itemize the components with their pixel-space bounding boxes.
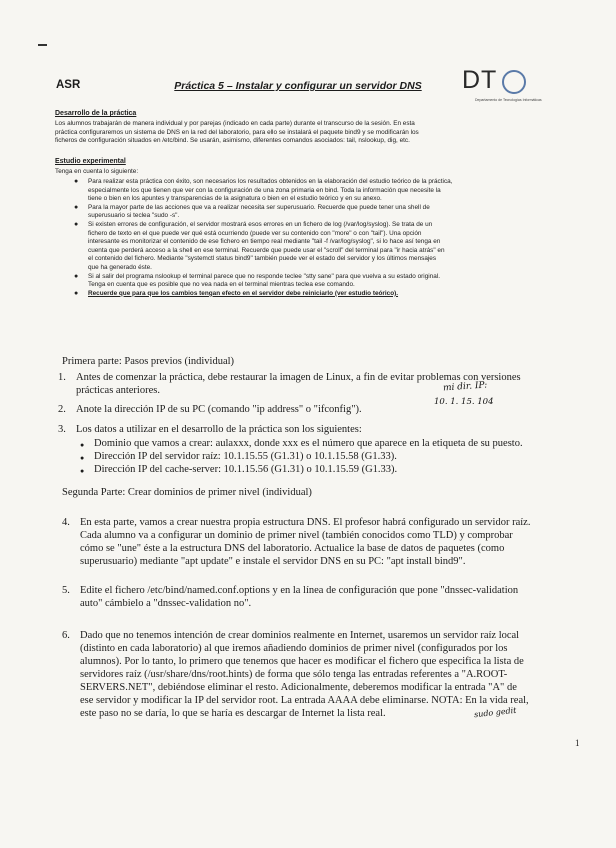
item-line: este paso no se daría, lo que se haría es descargar de Internet la lista real. [80, 708, 386, 719]
bullet-icon: ● [74, 289, 79, 297]
parte1-item-3 [58, 423, 578, 436]
desarrollo-line: práctica configuraremos un sistema de DNS en la red del laboratorio, para ello se instalará el paquete bind9 y se modificarán los [55, 128, 419, 136]
course-label: ASR [56, 79, 81, 91]
bullet-line: Si al salir del programa nslookup el terminal parece que no responde teclee "stty sane" para que vuelva a su estado original. [88, 272, 440, 280]
parte2-item-5 [62, 584, 578, 610]
item-number: 5. [62, 585, 70, 596]
scan-mark [38, 44, 47, 46]
list-item [74, 290, 576, 299]
item-line: Antes de comenzar la práctica, debe restaurar la imagen de Linux, a fin de evitar problemas con versiones [76, 372, 521, 383]
list-item [80, 450, 580, 463]
item-line: SERVERS.NET", debiéndose eliminar el resto. Adicionalmente, deberemos modificar la entrada "A" de [80, 682, 517, 693]
logo-subtitle: Departamento de Tecnologías Informáticas [475, 98, 542, 102]
list-item [80, 463, 580, 476]
list-item [74, 273, 576, 290]
bullet-line: tiene o bien en los apuntes y transparencias de la asignatura o bien en el estudio teórico y en su anexo. [88, 195, 382, 203]
item-number: 3. [58, 424, 66, 435]
item-line: auto" cámbielo a "dnssec-validation no". [80, 598, 252, 609]
desarrollo-line: ficheros de configuración situados en /etc/bind. Se usarán, asimismo, diferentes comandos asociados: tail, nslookup, dig, etc. [55, 137, 410, 145]
desarrollo-text [55, 120, 575, 146]
item-number: 6. [62, 630, 70, 641]
bullet-line: que ha generado éste. [88, 263, 152, 271]
estudio-intro: Tenga en cuenta lo siguiente: [55, 168, 139, 175]
handwritten-note: mi dir. IP: [442, 380, 488, 394]
handwritten-sudo: sudo gedit [473, 705, 517, 720]
item-line: (distinto en cada laboratorio) al que iremos añadiendo dominios de primer nivel (configurados por los [80, 643, 508, 654]
item-line: servidores raíz (/usr/share/dns/root.hints) de forma que sólo tenga las entradas referentes a "A.ROOT- [80, 669, 508, 680]
item-line: Anote la dirección IP de su PC (comando "ip address" o "ifconfig"). [76, 404, 362, 415]
list-item [74, 178, 576, 204]
parte2-heading: Segunda Parte: Crear dominios de primer nivel (individual) [62, 487, 312, 498]
bullet-line: Tenga en cuenta que es posible que no vea nada en el terminal mientras teclea ese comando. [88, 281, 355, 289]
sub-bullet-line: Dirección IP del cache-server: 10.1.15.56 (G1.31) o 10.1.15.59 (G1.33). [94, 464, 398, 475]
item-line: Los datos a utilizar en el desarrollo de la práctica son los siguientes: [76, 424, 362, 435]
parte1-item-2 [58, 403, 578, 416]
item-number: 2. [58, 404, 66, 415]
bullet-line: Para la mayor parte de las acciones que va a realizar necesita ser superusuario. Recuerde que puede tener una shell de [88, 203, 430, 211]
sub-bullet-line: Dominio que vamos a crear: aulaxxx, donde xxx es el número que aparece en la etiqueta de su puesto. [94, 438, 523, 449]
page-number: 1 [575, 738, 580, 748]
item-line: prácticas anteriores. [76, 385, 160, 396]
bullet-line: el contenido del fichero. Mediante "systemctl status bind9" también puede ver el estado del servidor y los últimos mensajes [88, 255, 437, 263]
handwritten-ip: 10. 1. 15. 104 [434, 397, 494, 407]
list-item [74, 221, 576, 273]
datos-list [80, 437, 580, 476]
logo-text: DT [462, 66, 498, 94]
parte1-heading: Primera parte: Pasos previos (individual) [62, 356, 235, 367]
item-line: cómo se "une" éste a la estructura DNS del laboratorio. Actualice la base de datos de paquetes (como [80, 543, 505, 554]
item-number: 4. [62, 517, 70, 528]
list-item [80, 437, 580, 450]
list-item [74, 204, 576, 221]
bullet-line: fichero de texto en el que puede ver qué está ocurriendo (puede ver su contenido con "more" o con "tail"). Una opción [88, 229, 422, 237]
item-line: Edite el fichero /etc/bind/named.conf.options y en la línea de configuración que pone "dnssec-validation [80, 585, 519, 596]
item-line: alumnos). Por lo tanto, lo primero que tenemos que hacer es modificar el fichero que especifica la lista de [80, 656, 524, 667]
estudio-heading: Estudio experimental [55, 158, 126, 165]
item-line: En esta parte, vamos a crear nuestra propia estructura DNS. El profesor habrá configurado un servidor raíz. [80, 517, 531, 528]
document-title: Práctica 5 – Instalar y configurar un servidor DNS [174, 80, 422, 92]
bullet-icon: ● [80, 441, 85, 449]
bullet-line: especialmente los que tienen que ver con la configuración de una zona primaria en bind. Toda la información que necesite la [88, 186, 441, 194]
bullet-icon: ● [80, 467, 85, 475]
parte1-item-1 [58, 371, 578, 397]
desarrollo-heading: Desarrollo de la práctica [55, 110, 137, 117]
item-line: Dado que no tenemos intención de crear dominios realmente en Internet, usaremos un servidor raíz local [80, 630, 520, 641]
item-line: Cada alumno va a configurar un dominio de primer nivel (también conocidos como TLD) y comprobar [80, 530, 513, 541]
bullet-line: Si existen errores de configuración, el servidor mostrará esos errores en un fichero de log (/var/log/syslog). Se trata de un [88, 220, 433, 228]
bullet-line: Para realizar esta práctica con éxito, son necesarios los resultados obtenidos en la elaboración del estudio teórico de la práctica, [88, 178, 453, 185]
bullet-line: interesante es monitorizar el contenido de ese fichero en tiempo real mediante "tail -f /var/log/syslog", si lo hace así tenga en [88, 238, 441, 246]
bullet-icon: ● [74, 272, 79, 280]
item-number: 1. [58, 372, 66, 383]
bullet-icon: ● [74, 178, 79, 185]
sub-bullet-line: Dirección IP del servidor raíz: 10.1.15.55 (G1.31) o 10.1.15.58 (G1.33). [94, 451, 397, 462]
department-logo [462, 66, 552, 110]
item-line: superusuario) mediante "apt update" e instale el servidor DNS en su PC: "apt install bind9". [80, 556, 466, 567]
bullet-line: cuenta que perderá acceso a la shell en ese terminal. Recuerde que puede usar el "scroll" del terminal para "ir hacia atrás" en [88, 246, 445, 254]
estudio-bullet-list [74, 178, 576, 298]
parte2-item-4 [62, 516, 578, 568]
bullet-icon: ● [74, 220, 79, 228]
bullet-icon: ● [80, 454, 85, 462]
item-line: ese servidor y modificar la IP del servidor root. La entrada AAAA debe eliminarse. NOTA: En la vida real, [80, 695, 529, 706]
bullet-line: superusuario si teclea "sudo -s". [88, 212, 180, 220]
desarrollo-line: Los alumnos trabajarán de manera individual y por parejas (indicado en cada parte) durante el transcurso de la sesión. En esta [55, 120, 415, 127]
bullet-line: Recuerde que para que los cambios tengan efecto en el servidor debe reiniciarlo (ver estudio teórico). [88, 289, 399, 297]
bullet-icon: ● [74, 203, 79, 211]
logo-circle-icon [502, 70, 526, 94]
